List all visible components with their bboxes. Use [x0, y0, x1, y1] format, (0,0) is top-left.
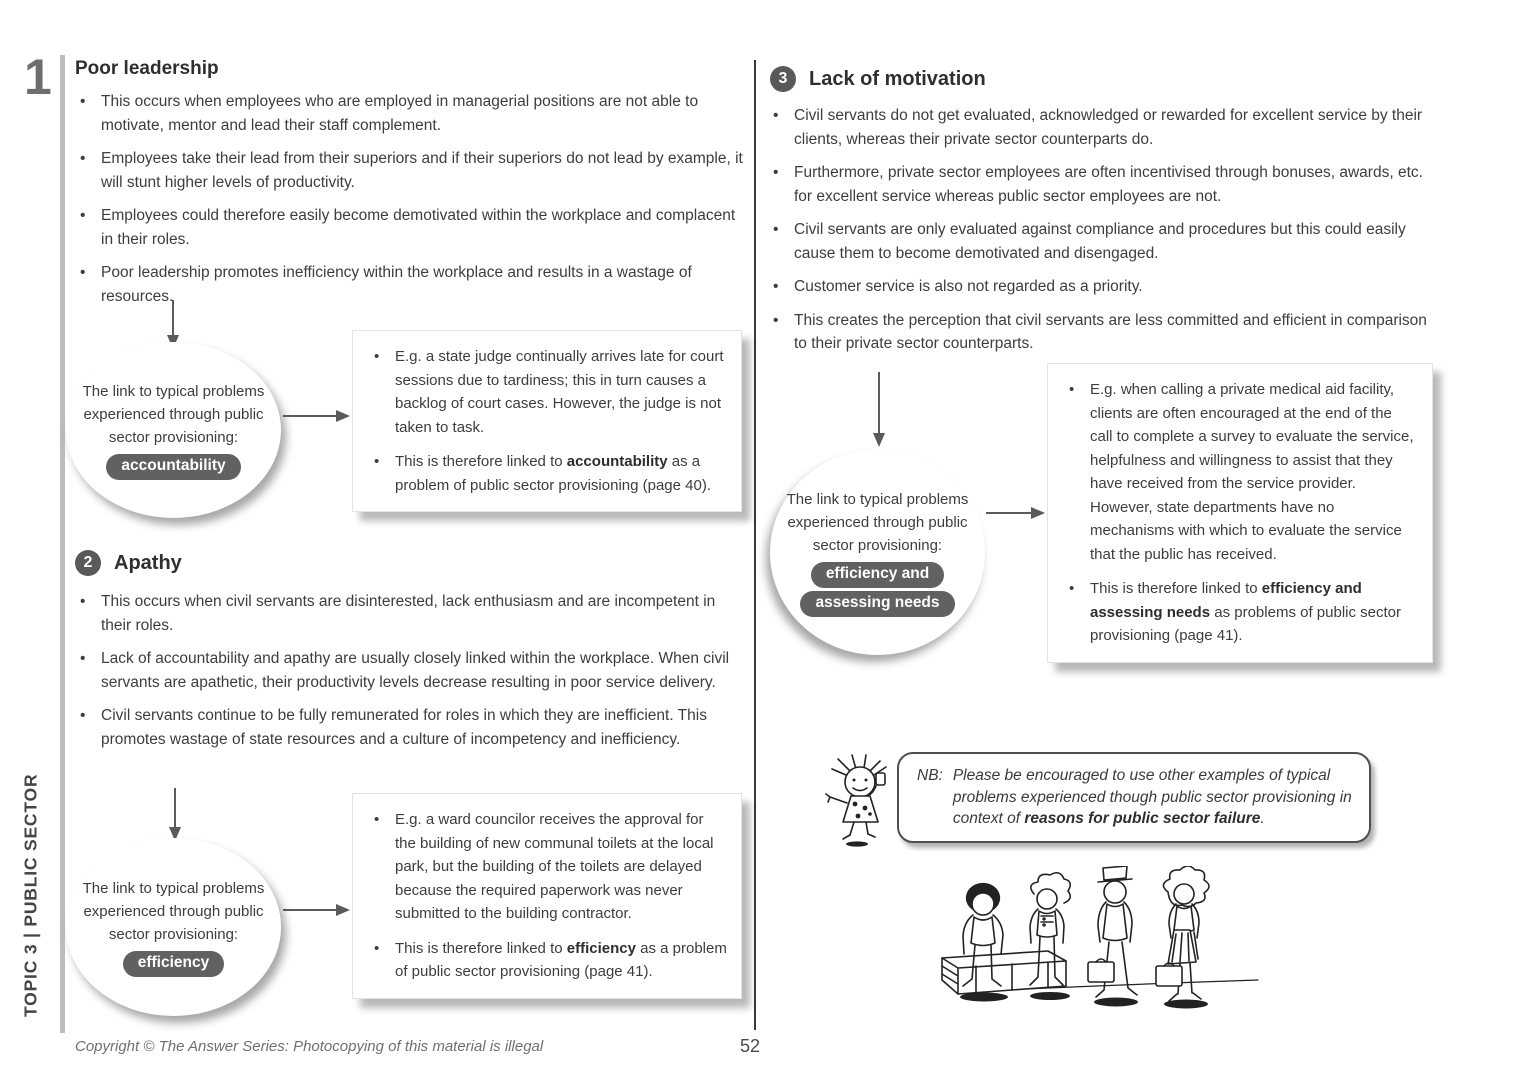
section-3-header — [770, 66, 986, 92]
section-1-title: Poor leadership — [75, 58, 219, 79]
column-divider — [754, 60, 756, 1030]
list-item: • This occurs when civil servants are disinterested, lack enthusiasm and are incompetent in their roles. — [75, 590, 743, 637]
section-1-bullets — [75, 90, 743, 318]
list-item: • Civil servants continue to be fully remunerated for roles in which they are inefficient. This promotes wastage of state resources and a culture of incompetency and inefficiency. — [75, 704, 743, 751]
list-item: • Employees could therefore easily become demotivated within the workplace and complacent in their roles. — [75, 204, 743, 251]
nb-label: NB: — [917, 767, 943, 784]
link-bubble-text: The link to typical problems experienced through public sector provisioning: — [82, 383, 265, 446]
link-bubble-text: The link to typical problems experienced through public sector provisioning: — [786, 491, 969, 554]
section-number-2: 2 — [75, 550, 101, 576]
doodle-character-icon — [820, 753, 902, 853]
list-item: • Furthermore, private sector employees are often incentivised through bonuses, awards, etc. for excellent service whereas public sector employees are not. — [768, 161, 1440, 208]
dejected-people-illustration — [928, 866, 1278, 1021]
page-number: 52 — [740, 1036, 761, 1056]
list-item: • Civil servants are only evaluated against compliance and procedures but this could easily cause them to become demotivated and disengaged. — [768, 218, 1440, 265]
list-item: • Lack of accountability and apathy are usually closely linked within the workplace. When civil servants are apathetic, their productivity levels decrease resulting in poor service delivery. — [75, 647, 743, 694]
list-item: • Civil servants do not get evaluated, acknowledged or rewarded for excellent service by their clients, whereas their private sector counterparts do. — [768, 104, 1440, 151]
example-item: • E.g. when calling a private medical aid facility, clients are often encouraged at the end of the call to complete a survey to evaluate the service, helpfulness and willingness to assist that they have received from the service provider. However, state departments have no mechanisms with which to evaluate the service that the public has received. — [1064, 378, 1418, 566]
down-arrow-icon — [872, 372, 886, 453]
example-item: • This is therefore linked to efficiency and assessing needs as problems of public sector provisioning (page 41). — [1064, 577, 1418, 648]
problem-tag: assessing needs — [800, 591, 954, 617]
example-box — [352, 330, 742, 512]
problem-tag: accountability — [106, 454, 240, 480]
example-box — [1047, 363, 1433, 663]
section-3-title: Lack of motivation — [809, 67, 986, 90]
right-arrow-icon — [283, 409, 351, 428]
section-number-1: 1 — [24, 49, 52, 105]
example-item: • This is therefore linked to accountability as a problem of public sector provisioning (page 40). — [369, 450, 727, 497]
section-2-title: Apathy — [114, 551, 182, 574]
example-item: • This is therefore linked to efficiency as a problem of public sector provisioning (page 41). — [369, 937, 727, 984]
link-bubble — [770, 450, 985, 655]
topic-sidebar-label: TOPIC 3 | PUBLIC SECTOR — [20, 773, 41, 1017]
section-number-3: 3 — [770, 66, 796, 92]
right-arrow-icon — [283, 903, 351, 922]
example-item: • E.g. a state judge continually arrives late for court sessions due to tardiness; this in turn causes a backlog of court cases. However, the judge is not taken to task. — [369, 345, 727, 439]
nb-note — [897, 752, 1371, 843]
list-item: • Poor leadership promotes inefficiency within the workplace and results in a wastage of resources. — [75, 261, 743, 308]
section-2-header — [75, 550, 182, 576]
list-item: • Employees take their lead from their superiors and if their superiors do not lead by example, it will stunt higher levels of productivity. — [75, 147, 743, 194]
list-item: • This creates the perception that civil servants are less committed and efficient in comparison to their private sector counterparts. — [768, 309, 1440, 356]
example-box — [352, 793, 742, 999]
link-bubble-text: The link to typical problems experienced through public sector provisioning: — [82, 880, 265, 943]
section-3-bullets — [768, 104, 1440, 366]
right-arrow-icon — [986, 506, 1046, 525]
list-item: • Customer service is also not regarded as a priority. — [768, 275, 1440, 299]
nb-text: Please be encouraged to use other examples of typical problems experienced though public sector provisioning in context of reasons for public sector failure. — [952, 767, 1352, 827]
left-rule — [60, 55, 65, 1033]
problem-tag: efficiency and — [811, 562, 944, 588]
list-item: • This occurs when employees who are employed in managerial positions are not able to motivate, mentor and lead their staff complement. — [75, 90, 743, 137]
copyright-footer: Copyright © The Answer Series: Photocopying of this material is illegal — [75, 1038, 544, 1055]
example-item: • E.g. a ward councilor receives the approval for the building of new communal toilets at the local park, but the building of the toilets are delayed because the required paperwork was never submitted to the building contractor. — [369, 808, 727, 926]
problem-tag: efficiency — [123, 951, 225, 977]
link-bubble — [66, 838, 281, 1016]
section-2-bullets — [75, 590, 743, 761]
link-bubble — [66, 342, 281, 518]
